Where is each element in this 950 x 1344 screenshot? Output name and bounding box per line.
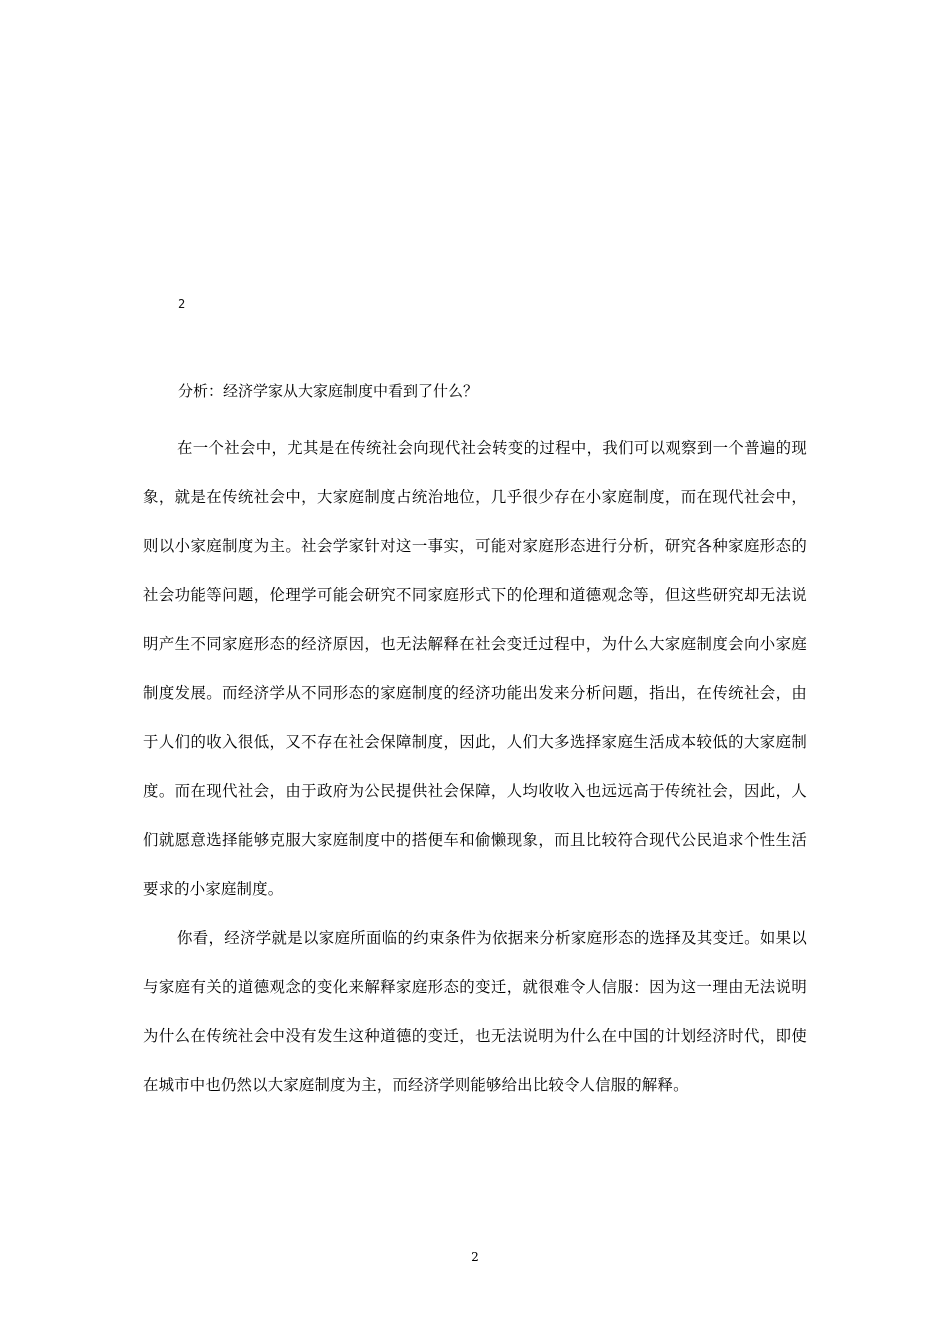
garbled-line-14: [143, 1192, 763, 1206]
garbled-line-3: [143, 172, 543, 186]
garbled-line-10: [143, 347, 443, 361]
garbled-line-11: [178, 1118, 778, 1132]
page-number: 2: [471, 1250, 479, 1264]
garbled-line-6: [178, 247, 798, 261]
garbled-line-9: [178, 322, 778, 336]
body-paragraph: 在一个社会中，尤其是在传统社会向现代社会转变的过程中，我们可以观察到一个普遍的现象，就是在传统社会中，大家庭制度占统治地位，几乎很少存在小家庭制度，而在现代社会中，则以小家庭制度为主。社会学家针对这一事实，可能对家庭形态进行分析，研究各种家庭形态的社会功能等问题，伦理学可能会研究不同家庭形式下的伦理和道德观念等，但这些研究却无法说明产生不同家庭形态的经济原因，也无法解释在社会变迁过程中，为什么大家庭制度会向小家庭制度发展。而经济学从不同形态的家庭制度的经济功能出发来分析问题，指出，在传统社会，由于人们的收入很低，又不存在社会保障制度，因此，人们大多选择家庭生活成本较低的大家庭制度。而在现代社会，由于政府为公民提供社会保障，人均收收入也远远高于传统社会，因此，人们就愿意选择能够克服大家庭制度中的搭便车和偷懒现象，而且比较符合现代公民追求个性生活要求的小家庭制度。: [143, 439, 807, 898]
body-paragraph: 你看，经济学就是以家庭所面临的约束条件为依据来分析家庭形态的选择及其变迁。如果以与家庭有关的道德观念的变化来解释家庭形态的变迁，就很难令人信服：因为这一理由无法说明为什么在传统社会中没有发生这种道德的变迁，也无法说明为什么在中国的计划经济时代，即使在城市中也仍然以大家庭制度为主，而经济学则能够给出比较令人信服的解释。: [143, 929, 807, 1094]
garbled-line-13: [178, 1167, 778, 1181]
garbled-line-1: [178, 122, 778, 136]
garbled-line-8: [178, 297, 478, 311]
garbled-line-4: [178, 197, 578, 211]
garbled-line-2: [143, 147, 793, 161]
section-heading: 分析：经济学家从大家庭制度中看到了什么？: [178, 382, 479, 400]
garbled-line-5: [178, 222, 778, 236]
garbled-line-12: [143, 1142, 543, 1156]
garbled-line-7: [143, 272, 443, 286]
garbled-segment: 2: [178, 297, 187, 311]
